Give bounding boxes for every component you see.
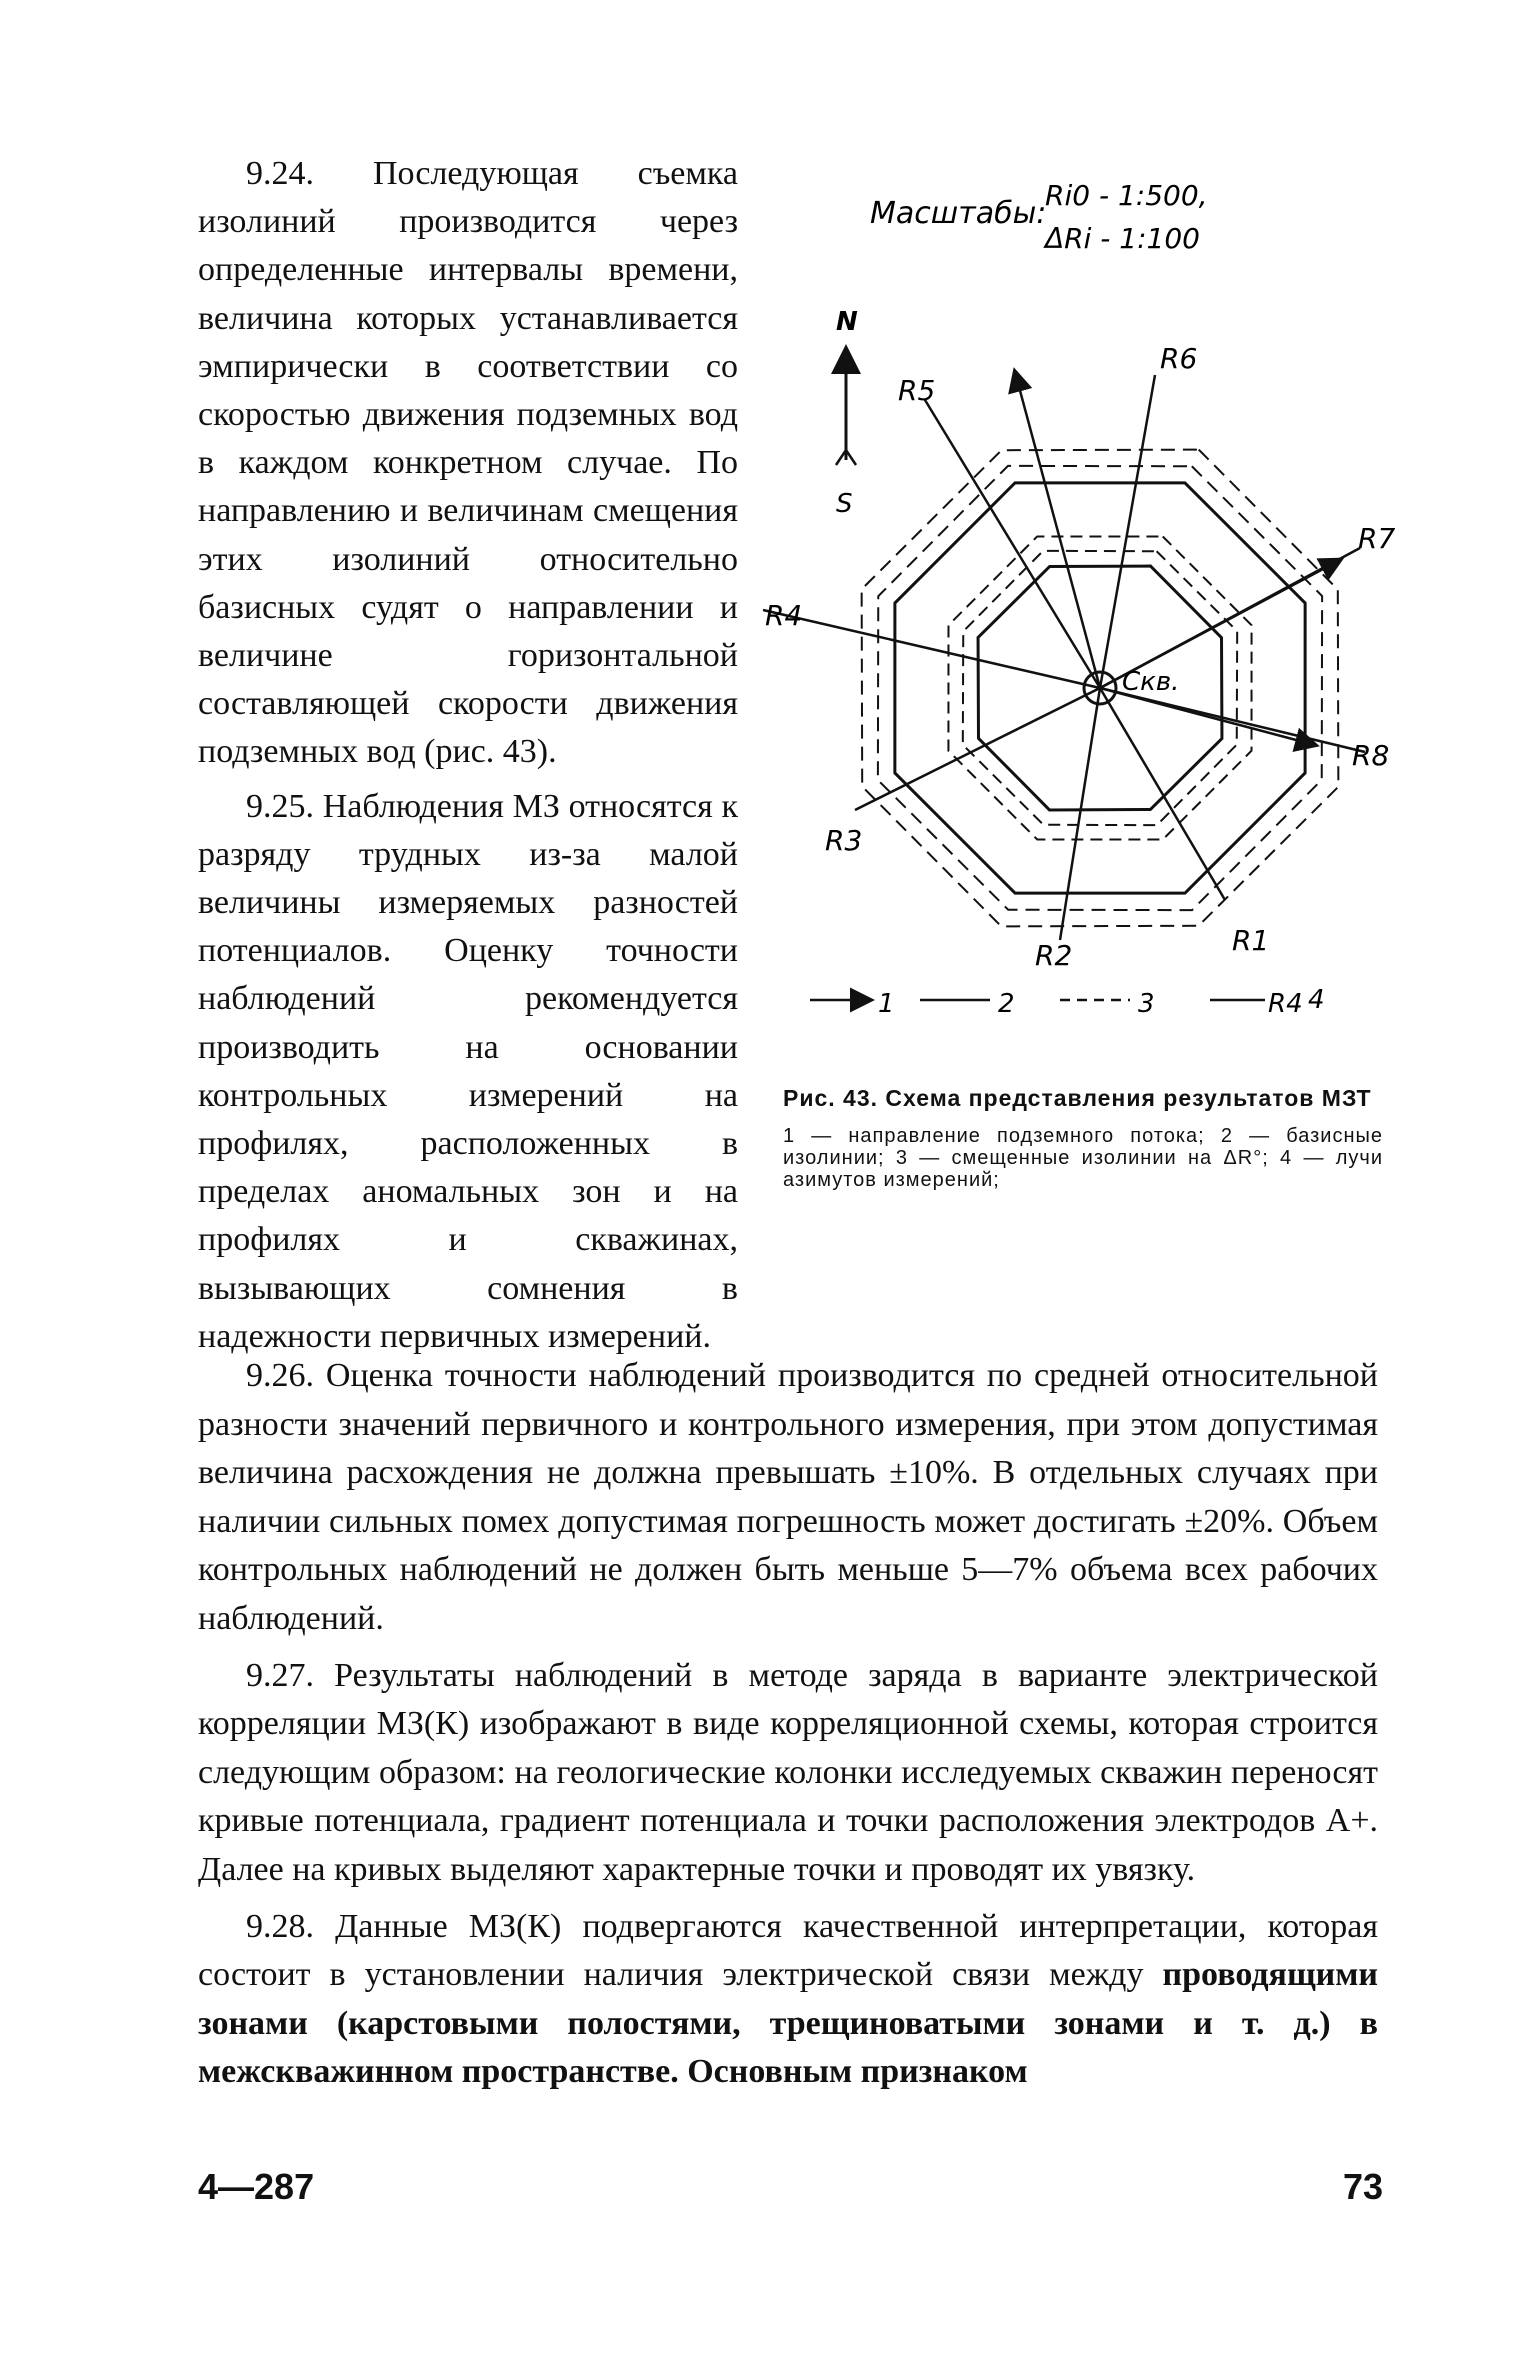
octagon-polygons	[763, 351, 1400, 1025]
well-label: Скв.	[1122, 667, 1180, 697]
scale-2: ΔRi - 1:100	[1045, 222, 1200, 255]
left-column-text	[198, 150, 738, 1361]
south-label: S	[836, 489, 853, 519]
ray-label-r3: R3	[825, 824, 863, 857]
ray-label-r1: R1	[1232, 924, 1270, 957]
ray-label-r7: R7	[1358, 522, 1396, 555]
svg-text:R4: R4	[1268, 989, 1303, 1019]
figure-43	[760, 150, 1400, 1150]
paragraph-9-26: 9.26. Оценка точности наблюдений производится по средней относительной разности значений первичного и контрольного измерения, при этом допустимая величина расхождения не должна превышать ±10%. В отдельных случаях при наличии сильных помех допустимая погрешность может достигать ±20%. Объем контрольных наблюдений не должен быть меньше 5—7% объема всех рабочих наблюдений.	[198, 1357, 1378, 1637]
north-arrow-icon	[836, 350, 856, 465]
paragraph-9-25: 9.25. Наблюдения МЗ относятся к разряду трудных из-за малой величины измеряемых разностей потенциалов. Оценку точности наблюдений рекомендуется производить на основании контрольных измерений на профилях, расположенных в пределах аномальных зон и на профилях и скважинах, вызывающих сомнения в надежности первичных измерений.	[198, 787, 738, 1355]
ray-label-r8: R8	[1352, 739, 1390, 772]
ray-label-r4: R4	[765, 599, 803, 632]
svg-text:4: 4	[1308, 985, 1325, 1015]
scale-1: Ri0 - 1:500,	[1045, 179, 1208, 212]
north-label: N	[836, 307, 858, 337]
caption-title: Рис. 43. Схема представления результатов МЗТ	[783, 1085, 1372, 1111]
ray-label-r6: R6	[1160, 342, 1198, 375]
figure-caption	[783, 1085, 1383, 1191]
svg-text:1: 1	[878, 989, 895, 1019]
paragraph-9-27: 9.27. Результаты наблюдений в методе заряда в варианте электрической корреляции МЗ(К) изображают в виде корреляционной схемы, которая строится следующим образом: на геологические колонки исследуемых скважин переносят кривые потенциала, градиент потенциала и точки расположения электродов A+. Далее на кривых выделяют характерные точки и проводят их увязку.	[198, 1656, 1378, 1888]
radial-diagram	[760, 150, 1400, 1150]
paragraph-9-24: 9.24. Последующая съемка изолиний производится через определенные интервалы времени, величина которых устанавливается эмпирически в соответствии со скоростью движения подземных вод в каждом конкретном случае. По направлению и величинам смещения этих изолиний относительно базисных судят о направлении и величине горизонтальной составляющей скорости движения подземных вод (рис. 43).	[198, 155, 738, 771]
svg-text:3: 3	[1138, 989, 1155, 1019]
figure-legend	[810, 985, 1325, 1019]
full-width-text	[198, 1352, 1378, 2097]
svg-text:2: 2	[998, 989, 1015, 1019]
ray-label-r2: R2	[1035, 939, 1073, 972]
ray-label-r5: R5	[898, 374, 936, 407]
caption-legend: 1 — направление подземного потока; 2 — базисные изолинии; 3 — смещенные изолинии на ΔR°; 4 — лучи азимутов измерений;	[783, 1125, 1383, 1191]
footer-signature: 4—287	[198, 2166, 315, 2207]
paragraph-9-28: 9.28. Данные МЗ(К) подвергаются качественной интерпретации, которая состоит в установлении наличия электрической связи между проводящими зонами (карстовыми полостями, трещиноватыми зонами и т. д.) в межскважинном пространстве. Основным признаком	[198, 1907, 1378, 2091]
page-number: 73	[1343, 2166, 1384, 2207]
scales-label: Масштабы:	[870, 196, 1047, 231]
